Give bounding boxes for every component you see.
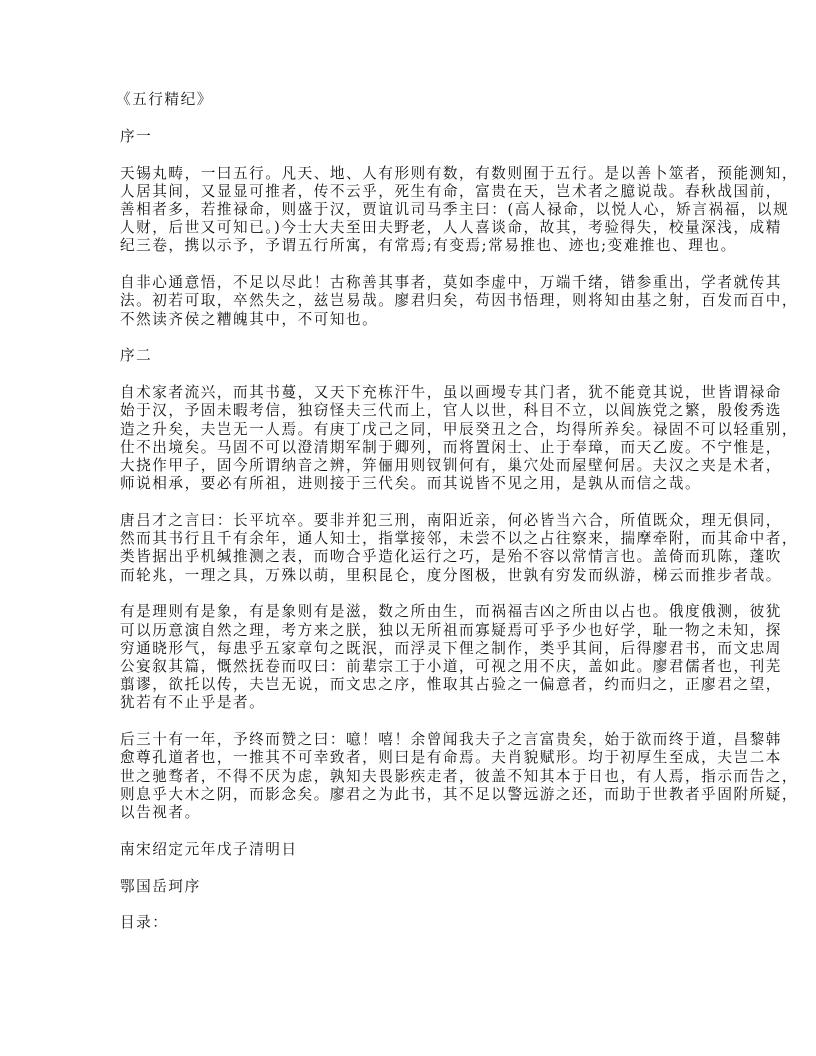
text-line: 法。初若可取，卒然失之，兹岂易哉。廖君归矣，苟因书悟理，则将知由基之射，百发而百中， [120,292,799,310]
text-line: 后三十有一年，予终而赞之曰：噫！嘻！余曾闻我夫子之言富贵矣，始于欲而终于道，昌黎韩 [120,731,782,749]
preface-2-paragraph-1 [120,384,799,493]
preface-1-paragraph-1 [120,164,799,256]
text-line: 始于汉，予固未暇考信，独窃怪夫三代而上，官人以世，科目不立，以闾族党之繁，殷俊秀选 [120,402,782,420]
text-line: 唐吕才之言曰：长平坑卒。要非并犯三刑，南阳近亲，何必皆当六合，所值既众，理无俱同， [120,512,782,530]
signature: 鄂国岳珂序 [120,877,201,895]
section-heading-preface-2: 序二 [120,347,153,365]
date-line: 南宋绍定元年戊子清明日 [120,840,298,858]
text-line: 有是理则有是象，有是象则有是滋，数之所由生，而祸福吉凶之所由以占也。俄度俄测，彼犹 [120,603,782,621]
text-line: 善相者多，若推禄命，则盛于汉，贾谊讥司马季主曰：(高人禄命，以悦人心，矫言祸福，以规 [120,201,790,218]
text-line: 公宴叙其篇，慨然抚卷而叹曰：前辈宗工于小道，可视之用不庆，盖如此。廖君儒者也，刊芜 [120,658,782,676]
text-line: 穷通晓形气，每患乎五家章句之既泯，而浮灵下俚之制作，类乎其间，后得廖君书，而文忠周 [120,639,782,657]
text-line: 造之升矣，夫岂无一人焉。有庚丁戊己之同，甲辰癸丑之合，均得所养矣。禄固不可以轻重别， [120,420,799,438]
text-line: 而轮兆，一理之具，万殊以萌，里积昆仑，度分图极，世孰有穷发而纵游，梯云而推步者哉。 [120,566,782,584]
text-line: 类皆据出乎机缄推测之表，而吻合乎造化运行之巧，是殆不容以常情言也。盖倚而玑陈，蓬吹 [120,548,782,566]
preface-1-paragraph-2 [120,274,799,329]
text-line: 则息乎大木之阴，而影念矣。廖君之为此书，其不足以警远游之还，而助于世教者乎固附所疑， [120,785,799,803]
document-page [116,91,799,951]
text-line: 世之驰骛者，不得不厌为虑，孰知夫畏影疾走者，彼盖不知其本于日也，有人焉，指示而告之， [120,767,799,785]
text-line: 愈尊孔道者也，一推其不可幸致者，则曰是有命焉。夫肖貌赋形。均于初厚生至成，夫岂二本 [120,749,782,767]
text-line: 人居其间，又显显可推者，传不云乎，死生有命，富贵在天，岂术者之臆说哉。春秋战国前， [120,182,782,200]
text-line: 犹若有不止乎是者。 [120,694,266,712]
text-line: 自术家者流兴，而其书蔓，又天下充栋汗牛，虽以画墁专其门者，犹不能竟其说，世皆谓禄命 [120,384,782,402]
text-line: 翦谬，欲托以传，夫岂无说，而文忠之序，惟取其占验之一偏意者，约而归之，正廖君之望， [120,676,782,694]
text-line: 仕不出境矣。马固不可以澄清期军制于卿列，而将置闲士、止于奉璋，而天乙废。不宁惟是， [120,438,782,456]
text-line: 人财，后世又可知已。)今士大夫至田夫野老，人人喜谈命，故其，考验得失，校量深浅，成精 [120,219,782,237]
text-line: 天锡丸畴，一曰五行。凡天、地、人有形则有数，有数则囿于五行。是以善卜筮者，预能测知， [120,164,799,182]
table-of-contents-label: 目录： [120,914,169,932]
text-line: 以告视者。 [120,804,201,822]
preface-2-paragraph-2 [120,512,799,585]
text-line: 师说相承，要必有所祖，进则接于三代矣。而其说皆不见之用，是孰从而信之哉。 [120,475,702,493]
document-title: 《五行精纪》 [116,91,213,108]
text-line: 大挠作甲子，固今所谓纳音之辨，笄俪用则钗钏何有，巢穴处而屋壁何居。夫汉之夹是术者， [120,457,782,475]
text-line: 不然读齐侯之糟魄其中，不可知也。 [120,310,379,328]
preface-2-paragraph-4 [120,731,799,822]
text-line: 然而其书行且千有余年，通人知士，指掌接邻，未尝不以之占往察来，揣摩牵附，而其命中者， [120,530,799,548]
section-heading-preface-1: 序一 [120,127,153,145]
text-line: 可以历意演自然之理，考方来之朕，独以无所祖而寡疑焉可乎予少也好学，耻一物之未知，探 [120,621,782,639]
text-line: 纪三卷，携以示予，予谓五行所寓，有常焉;有变焉;常易推也、迹也;变难推也、理也。 [120,237,737,255]
text-line: 自非心通意悟，不足以尽此！古称善其事者，莫如李虚中，万端千绪，错参重出，学者就传其 [120,274,782,292]
preface-2-paragraph-3 [120,603,782,712]
